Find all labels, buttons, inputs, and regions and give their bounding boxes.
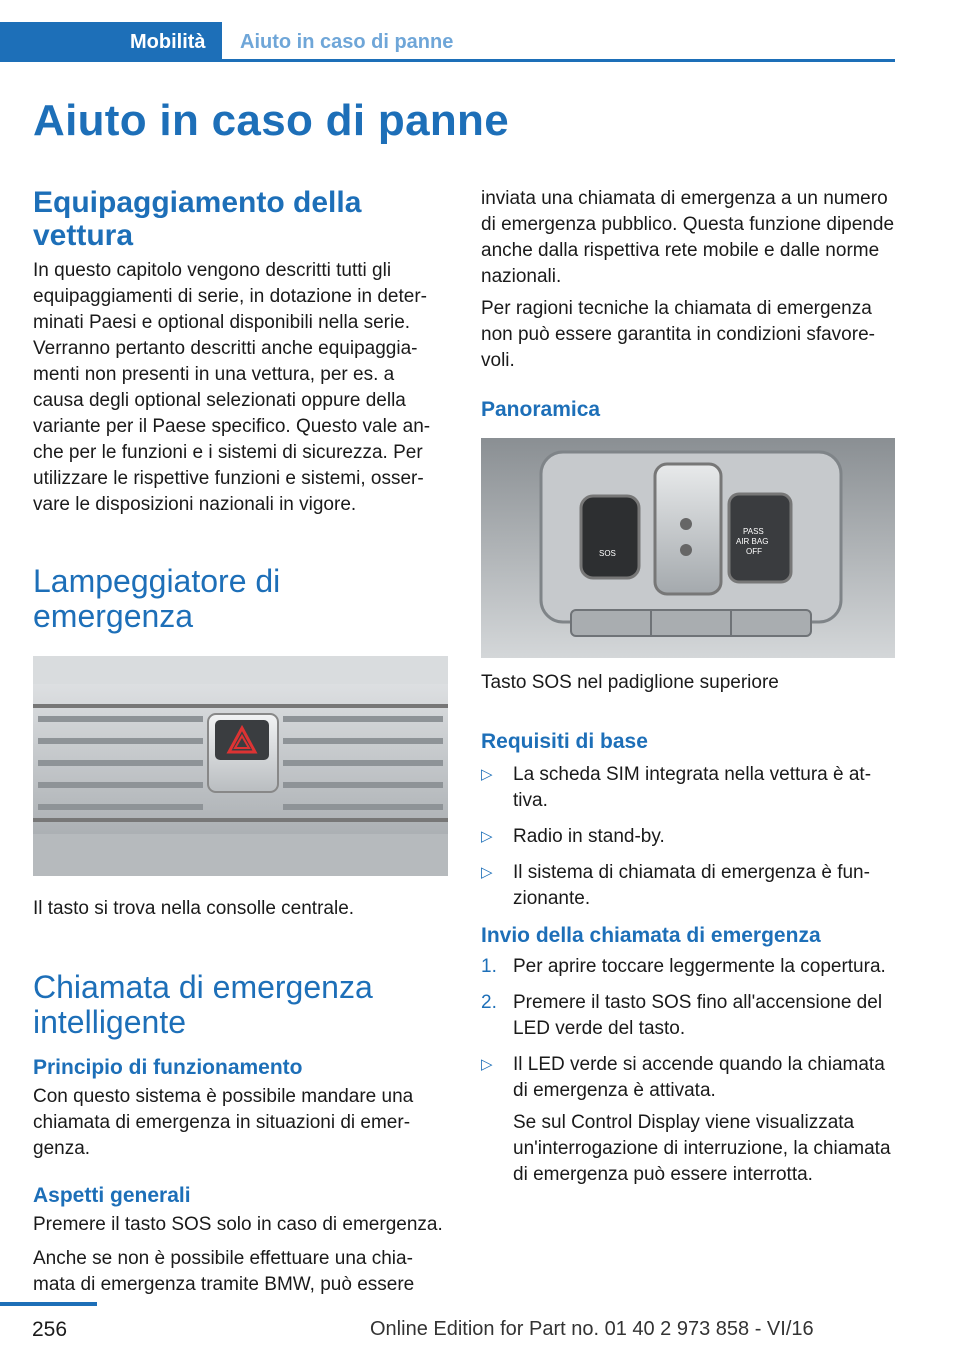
pass-label: PASS bbox=[743, 527, 764, 536]
header-rule bbox=[222, 59, 895, 62]
list-item: ▷ Il sistema di chiamata di emergenza è funzionante. bbox=[481, 862, 870, 909]
list-item: ▷ La scheda SIM integrata nella vettura è attiva. bbox=[481, 764, 872, 811]
list-item: 2. Premere il tasto SOS fino all'accensione del LED verde del tasto. bbox=[481, 992, 883, 1039]
hazard-heading: Lampeggiatore di emergenza bbox=[33, 563, 281, 634]
sos-button-label: SOS bbox=[599, 549, 616, 558]
chapter-tab[interactable]: Mobilità bbox=[0, 22, 222, 62]
principle-heading: Principio di funzionamento bbox=[33, 1056, 303, 1079]
airbag-label: AIR BAG bbox=[736, 537, 769, 546]
page-footer bbox=[0, 1302, 960, 1352]
principle-text: Con questo sistema è possibile mandare una chiamata di emergenza in situazioni di emergenza. bbox=[33, 1086, 414, 1159]
sos-console-illustration bbox=[481, 438, 895, 658]
list-item: ▷ Radio in stand-by. bbox=[481, 824, 895, 850]
general-text-1: Premere il tasto SOS solo in caso di emergenza. bbox=[33, 1214, 443, 1235]
right-column bbox=[481, 186, 895, 1198]
list-item: 1. Per aprire toccare leggermente la copertura. bbox=[481, 956, 886, 977]
emergency-call-heading: Chiamata di emergenza intelligente bbox=[33, 969, 373, 1040]
equipment-text: In questo capitolo vengono descritti tutti gli equipaggiamenti di serie, in dotazione in determinati Paesi e optional disponibili nella serie. Verranno pertanto descritti anche equipaggiamenti non presenti in una vettura, per es. a causa degli optional selezionati oppure della variante per il Paese specifico. Questo vale anche per le funzioni e i sistemi di sicurezza. Per utilizzare le rispettive funzioni e sistemi, osservare le disposizioni nazionali in vigore. bbox=[33, 260, 431, 515]
steps-list bbox=[481, 954, 895, 1188]
triangle-icon: ▷ bbox=[481, 828, 493, 845]
triangle-icon: ▷ bbox=[481, 766, 493, 783]
send-call-heading: Invio della chiamata di emergenza bbox=[481, 924, 821, 947]
continued-text-2: Per ragioni tecniche la chiamata di emergenza non può essere garantita in condizioni sfavorevoli. bbox=[481, 298, 875, 371]
left-column bbox=[33, 186, 448, 1298]
requirements-heading: Requisiti di base bbox=[481, 730, 648, 753]
page-header bbox=[0, 22, 895, 62]
footer-bar bbox=[0, 1302, 97, 1306]
hazard-button-photo bbox=[33, 656, 448, 876]
continued-text-1: inviata una chiamata di emergenza a un numero di emergenza pubblico. Questa funzione dipende anche dalla rispettiva rete mobile e dalle norme nazionali. bbox=[481, 188, 895, 287]
section-tab[interactable]: Aiuto in caso di panne bbox=[240, 31, 454, 53]
triangle-icon: ▷ bbox=[481, 864, 493, 881]
list-item: ▷ Il LED verde si accende quando la chiamata di emergenza è attivata. Se sul Control Display viene visualizzata un'interrogazione di interruzione, la chiamata di emergenza può essere interrotta. bbox=[481, 1052, 895, 1188]
overview-heading: Panoramica bbox=[481, 398, 601, 421]
hazard-console-illustration bbox=[33, 656, 448, 876]
triangle-icon: ▷ bbox=[481, 1056, 493, 1073]
edition-line: Online Edition for Part no. 01 40 2 973 858 - VI/16 bbox=[370, 1318, 814, 1340]
page-title: Aiuto in caso di panne bbox=[33, 96, 509, 145]
equipment-heading: Equipaggiamento della vettura bbox=[33, 186, 362, 252]
general-heading: Aspetti generali bbox=[33, 1184, 191, 1207]
page-number: 256 bbox=[32, 1318, 68, 1341]
general-text-2: Anche se non è possibile effettuare una chiamata di emergenza tramite BMW, può essere bbox=[33, 1248, 415, 1295]
sos-caption: Tasto SOS nel padiglione superiore bbox=[481, 672, 779, 693]
hazard-caption: Il tasto si trova nella consolle centrale. bbox=[33, 898, 355, 919]
off-label: OFF bbox=[746, 547, 762, 556]
requirements-list bbox=[481, 762, 895, 912]
sos-button-photo bbox=[481, 438, 895, 658]
note-subtext: Se sul Control Display viene visualizzata un'interrogazione di interruzione, la chiamata di emergenza può essere interrotta. bbox=[513, 1112, 891, 1185]
